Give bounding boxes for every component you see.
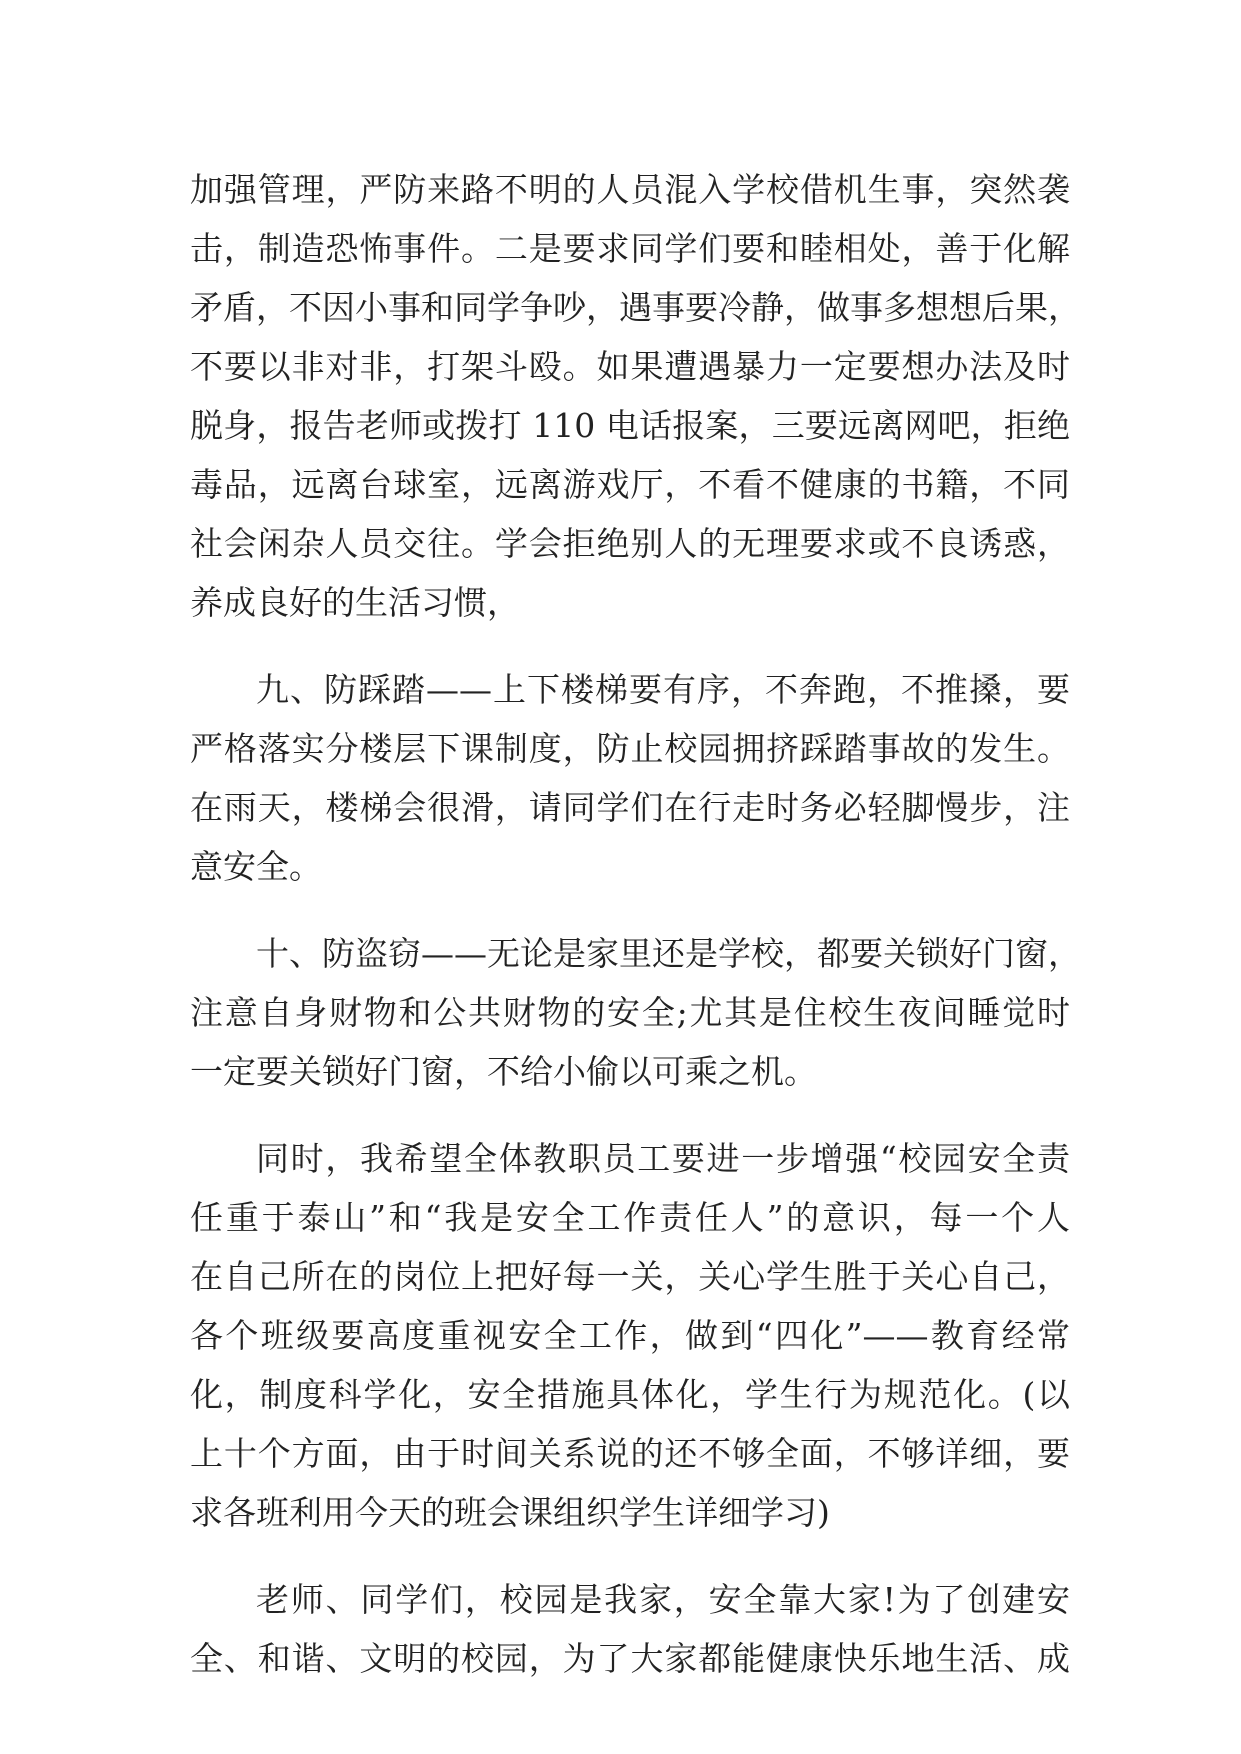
paragraph-3	[190, 924, 1081, 1101]
text-line: 求各班利用今天的班会课组织学生详细学习)	[190, 1493, 830, 1532]
paragraph-gap	[190, 1542, 1070, 1570]
paragraph-gap	[190, 632, 1070, 660]
text-line: 任重于泰山”和“我是安全工作责任人”的意识，每一个人	[190, 1198, 1070, 1237]
text-line: 全、和谐、文明的校园，为了大家都能健康快乐地生活、成	[190, 1639, 1070, 1678]
text-line: 脱身，报告老师或拨打 110 电话报案，三要远离网吧，拒绝	[190, 406, 1070, 445]
text-line: 毒品，远离台球室，远离游戏厅，不看不健康的书籍，不同	[190, 465, 1070, 504]
text-line: 击，制造恐怖事件。二是要求同学们要和睦相处，善于化解	[190, 229, 1070, 268]
text-line: 十、防盗窃——无论是家里还是学校，都要关锁好门窗，	[256, 934, 1081, 973]
text-line: 九、防踩踏——上下楼梯要有序，不奔跑，不推搡，要	[256, 670, 1070, 709]
paragraph-gap	[190, 1101, 1070, 1129]
text-line: 意安全。	[190, 847, 322, 886]
paragraph-4	[190, 1129, 1070, 1542]
paragraph-gap	[190, 896, 1070, 924]
text-line: 严格落实分楼层下课制度，防止校园拥挤踩踏事故的发生。	[190, 729, 1070, 768]
text-line: 社会闲杂人员交往。学会拒绝别人的无理要求或不良诱惑，	[190, 524, 1070, 563]
text-line: 矛盾，不因小事和同学争吵，遇事要冷静，做事多想想后果，	[190, 288, 1081, 327]
text-line: 不要以非对非，打架斗殴。如果遭遇暴力一定要想办法及时	[190, 347, 1070, 386]
paragraph-2	[190, 660, 1070, 896]
text-line: 加强管理，严防来路不明的人员混入学校借机生事，突然袭	[190, 170, 1070, 209]
text-line: 化，制度科学化，安全措施具体化，学生行为规范化。(以	[190, 1375, 1070, 1414]
paragraph-5	[190, 1570, 1070, 1688]
text-line: 养成良好的生活习惯，	[190, 583, 520, 622]
text-line: 老师、同学们，校园是我家，安全靠大家!为了创建安	[256, 1580, 1070, 1619]
document-body	[190, 160, 1081, 1688]
text-line: 各个班级要高度重视安全工作，做到“四化”——教育经常	[190, 1316, 1070, 1355]
text-line: 在雨天，楼梯会很滑，请同学们在行走时务必轻脚慢步，注	[190, 788, 1070, 827]
paragraph-1	[190, 160, 1081, 632]
text-line: 同时，我希望全体教职员工要进一步增强“校园安全责	[256, 1139, 1070, 1178]
text-line: 在自己所在的岗位上把好每一关，关心学生胜于关心自己，	[190, 1257, 1070, 1296]
text-line: 上十个方面，由于时间关系说的还不够全面，不够详细，要	[190, 1434, 1070, 1473]
text-line: 注意自身财物和公共财物的安全;尤其是住校生夜间睡觉时	[190, 993, 1070, 1032]
text-line: 一定要关锁好门窗，不给小偷以可乘之机。	[190, 1052, 817, 1091]
